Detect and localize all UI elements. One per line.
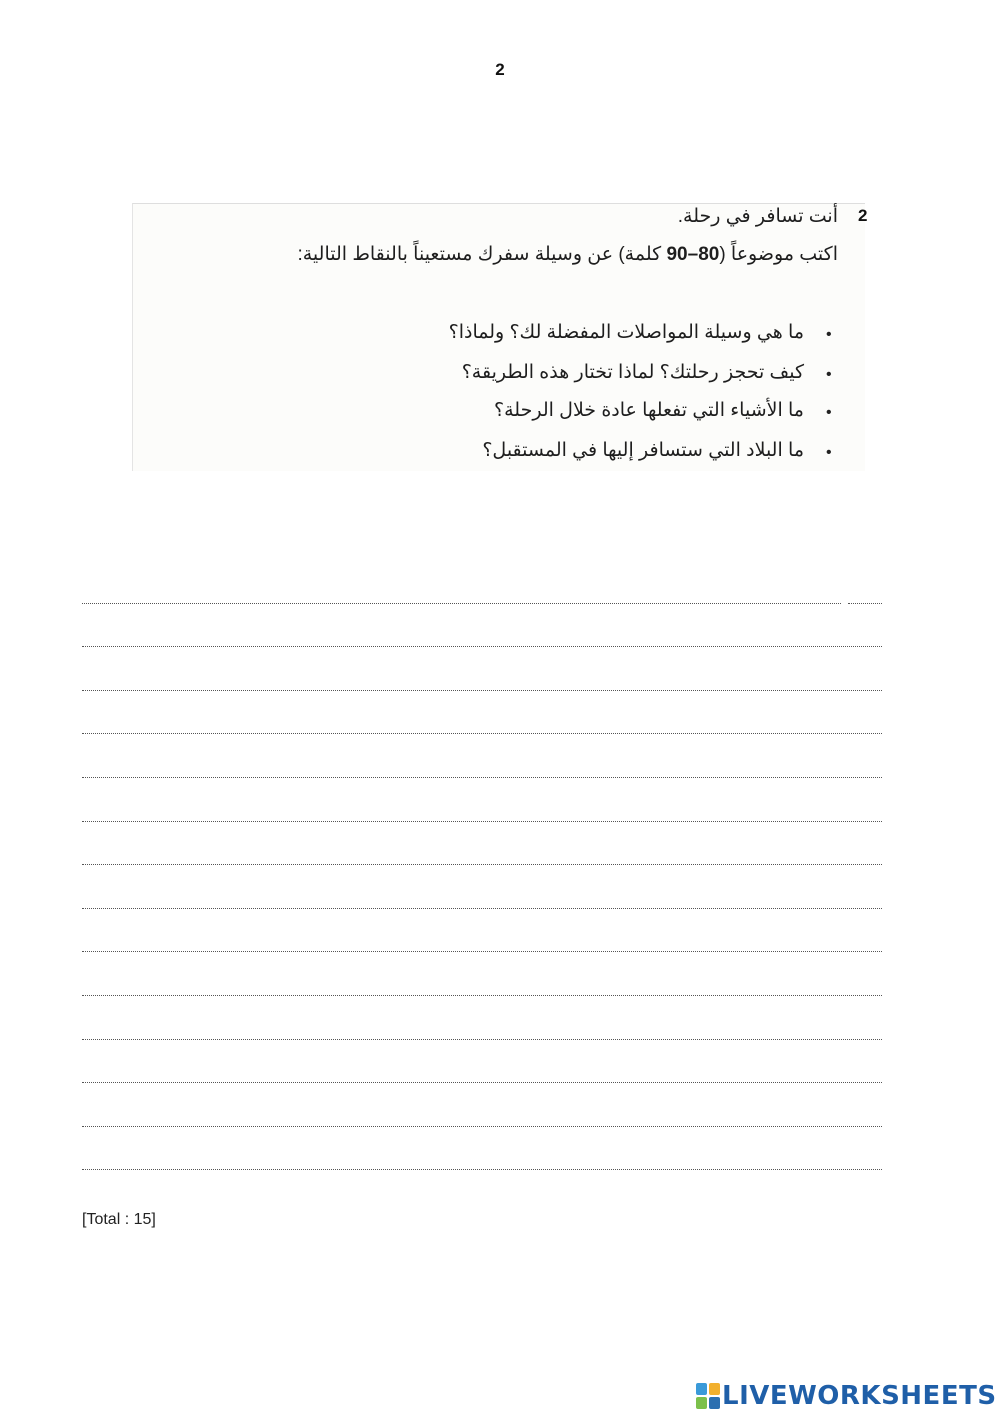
answer-line[interactable]	[82, 1083, 882, 1127]
question-intro: أنت تسافر في رحلة.	[677, 206, 838, 227]
answer-line[interactable]	[82, 734, 882, 778]
liveworksheets-logo-icon	[696, 1383, 720, 1409]
answer-line[interactable]	[82, 647, 882, 691]
bullet-2: •	[826, 366, 832, 383]
bullet-3: •	[826, 404, 832, 421]
point-4: ما البلاد التي ستسافر إليها في المستقبل؟	[482, 440, 804, 461]
bullet-1: •	[826, 326, 832, 343]
answer-line[interactable]	[82, 822, 882, 866]
bullet-4: •	[826, 444, 832, 461]
question-instruction	[297, 243, 838, 266]
instruction-before: اكتب موضوعاً (	[719, 244, 838, 265]
page-number: 2	[495, 60, 505, 79]
answer-line[interactable]	[82, 560, 882, 604]
answer-line[interactable]	[82, 996, 882, 1040]
liveworksheets-logo	[696, 1381, 997, 1411]
answer-line[interactable]	[82, 1127, 882, 1171]
answer-line[interactable]	[82, 865, 882, 909]
instruction-word-range: 80–90	[666, 244, 720, 265]
logo-text: LIVEWORKSHEETS	[722, 1381, 997, 1411]
point-3: ما الأشياء التي تفعلها عادة خلال الرحلة؟	[494, 400, 804, 421]
answer-line[interactable]	[82, 778, 882, 822]
instruction-after: كلمة) عن وسيلة سفرك مستعيناً بالنقاط التالية:	[297, 244, 667, 265]
point-1: ما هي وسيلة المواصلات المفضلة لك؟ ولماذا؟	[448, 322, 804, 343]
answer-line[interactable]	[82, 952, 882, 996]
answer-line[interactable]	[82, 909, 882, 953]
total-marks: [Total : 15]	[82, 1211, 156, 1228]
answer-line[interactable]	[82, 691, 882, 735]
point-2: كيف تحجز رحلتك؟ لماذا تختار هذه الطريقة؟	[461, 362, 804, 383]
answer-line[interactable]	[82, 1040, 882, 1084]
answer-lines[interactable]	[82, 560, 882, 1170]
question-number: 2	[858, 206, 868, 225]
answer-line[interactable]	[82, 604, 882, 648]
